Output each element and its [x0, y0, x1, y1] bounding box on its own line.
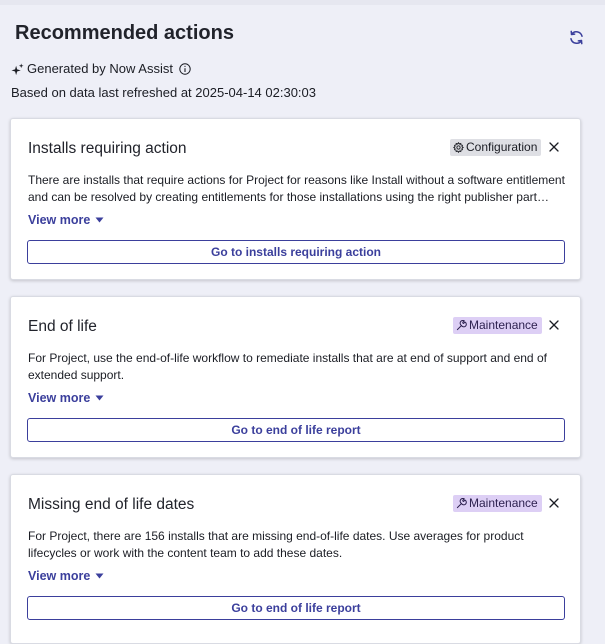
- info-icon[interactable]: [179, 63, 191, 75]
- sparkle-icon: [11, 63, 24, 76]
- dismiss-card-button[interactable]: [548, 141, 560, 153]
- generated-by-text: Generated by Now Assist: [27, 61, 173, 76]
- last-refreshed-text: Based on data last refreshed at 2025-04-14 02:30:03: [11, 85, 316, 100]
- card-title: Missing end of life dates: [28, 496, 195, 513]
- card-description: For Project, use the end-of-life workflow to remediate installs that are at end of support and end of extended support.: [28, 351, 547, 382]
- view-more-label: View more: [28, 569, 91, 583]
- refresh-icon: [568, 29, 585, 46]
- chevron-down-icon: [95, 573, 104, 579]
- dismiss-card-button[interactable]: [548, 319, 560, 331]
- close-icon: [548, 497, 560, 509]
- go-to-end-of-life-report-button[interactable]: Go to end of life report: [27, 596, 565, 620]
- wrench-icon: [456, 320, 467, 331]
- recommendation-card-missing-eol-dates: [10, 474, 581, 644]
- go-to-installs-button[interactable]: Go to installs requiring action: [27, 240, 565, 264]
- recommendation-card-end-of-life: [10, 296, 581, 458]
- category-tag: [453, 495, 542, 512]
- view-more-label: View more: [28, 213, 91, 227]
- refresh-button[interactable]: [566, 27, 586, 47]
- recommendation-card-installs: [10, 118, 581, 280]
- category-tag-label: Maintenance: [469, 318, 538, 332]
- generated-by-row: [11, 61, 191, 77]
- card-description: For Project, there are 156 installs that are missing end-of-life dates. Use averages for product lifecycles or work with the content team to add these dates.: [28, 529, 524, 560]
- view-more-link[interactable]: [28, 212, 104, 228]
- view-more-link[interactable]: [28, 390, 104, 406]
- chevron-down-icon: [95, 217, 104, 223]
- top-strip: [0, 0, 605, 5]
- gear-icon: [453, 142, 464, 153]
- view-more-link[interactable]: [28, 568, 104, 584]
- panel-title: Recommended actions: [15, 22, 234, 44]
- category-tag-label: Configuration: [466, 140, 538, 154]
- view-more-label: View more: [28, 391, 91, 405]
- wrench-icon: [456, 498, 467, 509]
- category-tag: [450, 139, 541, 156]
- chevron-down-icon: [95, 395, 104, 401]
- card-description: There are installs that require actions for Project for reasons like Install without a software entitlement and can be resolved by creating entitlements for those installations using the right publisher part…: [28, 173, 565, 204]
- category-tag: [453, 317, 542, 334]
- close-icon: [548, 319, 560, 331]
- go-to-end-of-life-report-button[interactable]: Go to end of life report: [27, 418, 565, 442]
- card-title: Installs requiring action: [28, 140, 187, 157]
- card-title: End of life: [28, 318, 97, 335]
- category-tag-label: Maintenance: [469, 496, 538, 510]
- close-icon: [548, 141, 560, 153]
- dismiss-card-button[interactable]: [548, 497, 560, 509]
